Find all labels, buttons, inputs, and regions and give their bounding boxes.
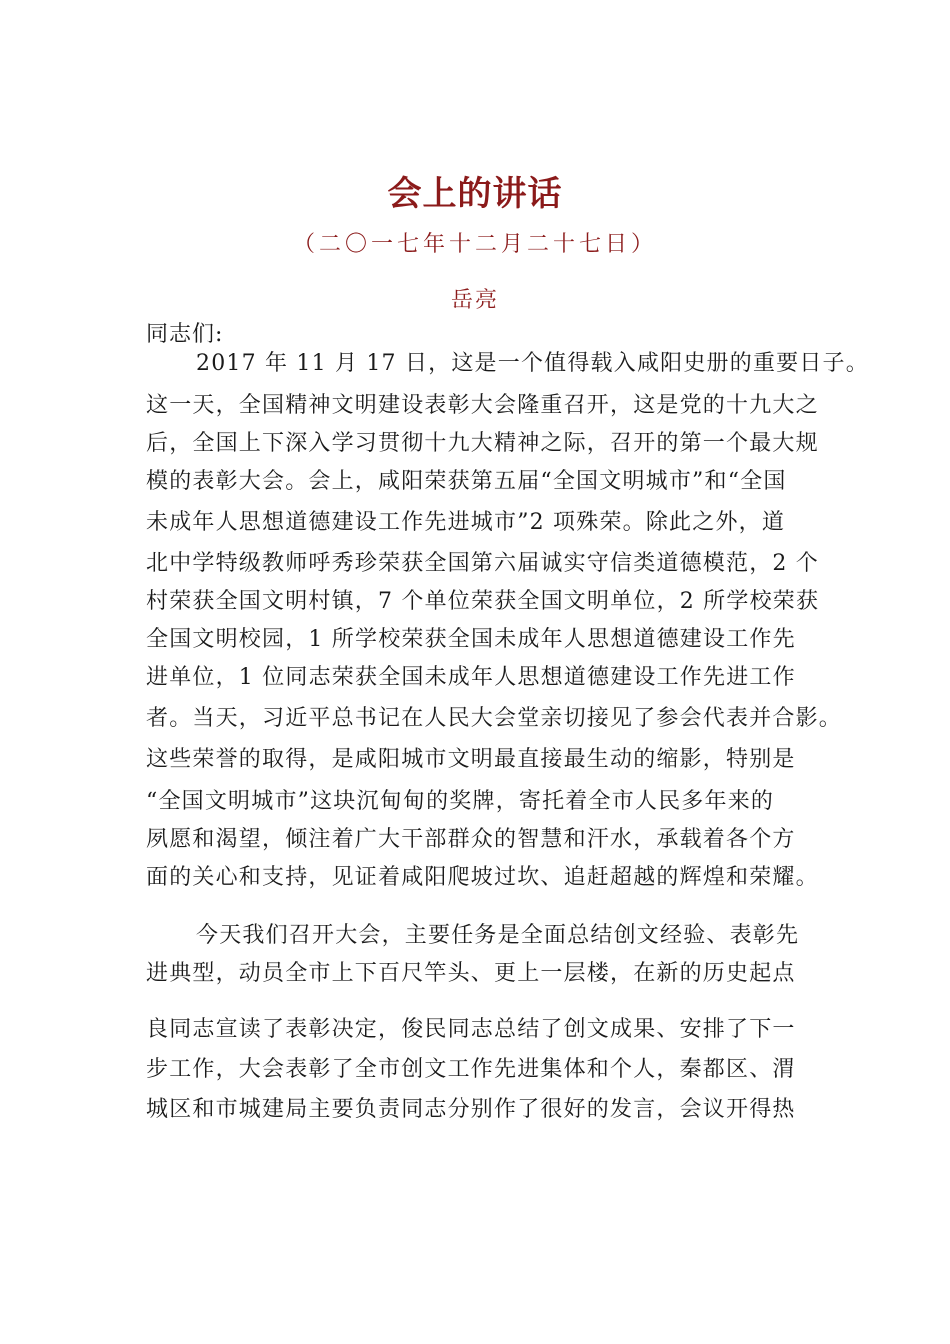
- salutation: 同志们:: [146, 322, 224, 347]
- text-line: 城区和市城建局主要负责同志分别作了很好的发言，会议开得热: [146, 1097, 796, 1122]
- date-line: （二〇一七年十二月二十七日）: [292, 232, 657, 257]
- text-line: 今天我们召开大会，主要任务是全面总结创文经验、表彰先: [196, 923, 800, 948]
- text-line: 进典型，动员全市上下百尺竿头、更上一层楼，在新的历史起点: [146, 961, 796, 986]
- text-line: 村荣获全国文明村镇，7 个单位荣获全国文明单位，2 所学校荣获: [146, 589, 820, 614]
- text-line: 夙愿和渴望，倾注着广大干部群众的智慧和汗水，承载着各个方: [146, 827, 796, 852]
- text-line: 良同志宣读了表彰决定，俊民同志总结了创文成果、安排了下一: [146, 1017, 796, 1042]
- text-line: 后，全国上下深入学习贯彻十九大精神之际，召开的第一个最大规: [146, 431, 819, 456]
- text-line: 这些荣誉的取得，是咸阳城市文明最直接最生动的缩影，特别是: [146, 747, 796, 772]
- text-line: 面的关心和支持，见证着咸阳爬坡过坎、追赶超越的辉煌和荣耀。: [146, 865, 819, 890]
- text-line: 进单位，1 位同志荣获全国未成年人思想道德建设工作先进工作: [146, 665, 796, 690]
- text-line: 北中学特级教师呼秀珍荣获全国第六届诚实守信类道德模范，2 个: [146, 551, 819, 576]
- text-line: 步工作，大会表彰了全市创文工作先进集体和个人，秦都区、渭: [146, 1057, 796, 1082]
- author: 岳亮: [450, 288, 499, 313]
- text-line: “全国文明城市”这块沉甸甸的奖牌，寄托着全市人民多年来的: [146, 789, 775, 814]
- text-line: 模的表彰大会。会上，咸阳荣获第五届“全国文明城市”和“全国: [146, 469, 787, 494]
- text-line: 未成年人思想道德建设工作先进城市”2 项殊荣。除此之外，道: [146, 510, 786, 535]
- text-line: 全国文明校园，1 所学校荣获全国未成年人思想道德建设工作先: [146, 627, 796, 652]
- text-line: 这一天，全国精神文明建设表彰大会隆重召开，这是党的十九大之: [146, 393, 819, 418]
- page-title: 会上的讲话: [387, 174, 563, 214]
- text-line: 者。当天，习近平总书记在人民大会堂亲切接见了参会代表并合影。: [146, 706, 843, 731]
- text-line: 2017 年 11 月 17 日，这是一个值得载入咸阳史册的重要日子。: [196, 351, 869, 376]
